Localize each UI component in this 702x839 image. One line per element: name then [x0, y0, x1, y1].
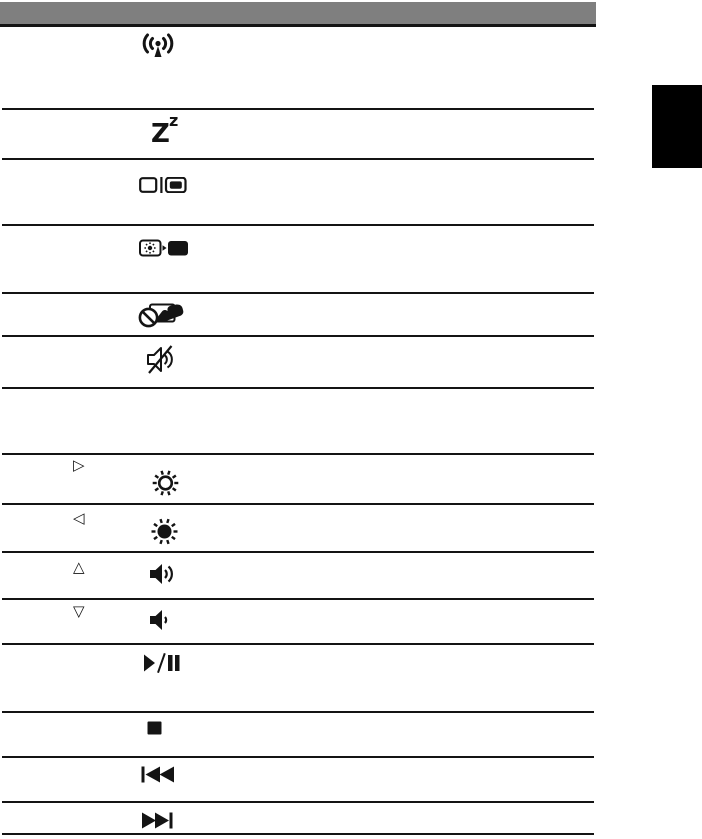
table-row-empty [2, 389, 594, 455]
table-row-volume-up [2, 553, 594, 600]
table-row-brightness-down [2, 505, 594, 553]
sleep-z-large: Z [151, 119, 170, 149]
touchpad-toggle-icon [137, 298, 187, 328]
display-toggle-icon [139, 177, 187, 193]
table-row-display-toggle [2, 160, 594, 226]
hotkey-arrow-down: ▽ [73, 602, 85, 620]
table-row-play-pause [2, 645, 594, 713]
table-row-wireless [2, 27, 594, 110]
brightness-down-icon [151, 518, 178, 545]
table-row-stop [2, 713, 594, 758]
hotkey-arrow-right: ▷ [73, 456, 85, 474]
sleep-icon [150, 111, 180, 149]
header-bar [0, 2, 596, 27]
brightness-up-icon [152, 470, 179, 496]
table-row-speaker-toggle [2, 337, 594, 389]
volume-down-icon [149, 609, 172, 631]
volume-up-icon [149, 563, 178, 585]
table-row-touchpad-toggle [2, 294, 594, 337]
table-row-previous-track [2, 758, 594, 803]
screen-blank-icon [139, 239, 189, 257]
table-row-volume-down [2, 600, 594, 645]
table-row-screen-blank [2, 226, 594, 294]
hotkey-table [2, 27, 594, 835]
stop-icon [147, 721, 162, 735]
wireless-icon [141, 33, 175, 60]
hotkey-arrow-left: ◁ [73, 509, 85, 527]
previous-track-icon [141, 766, 174, 783]
sleep-z-small: z [169, 111, 179, 130]
table-row-next-track [2, 803, 594, 835]
hotkey-arrow-up: △ [73, 558, 85, 576]
language-side-tab [652, 85, 702, 168]
table-row-brightness-up [2, 455, 594, 505]
speaker-toggle-icon [146, 344, 174, 375]
table-row-sleep [2, 110, 594, 160]
play-pause-icon [143, 653, 181, 673]
next-track-icon [142, 812, 174, 829]
